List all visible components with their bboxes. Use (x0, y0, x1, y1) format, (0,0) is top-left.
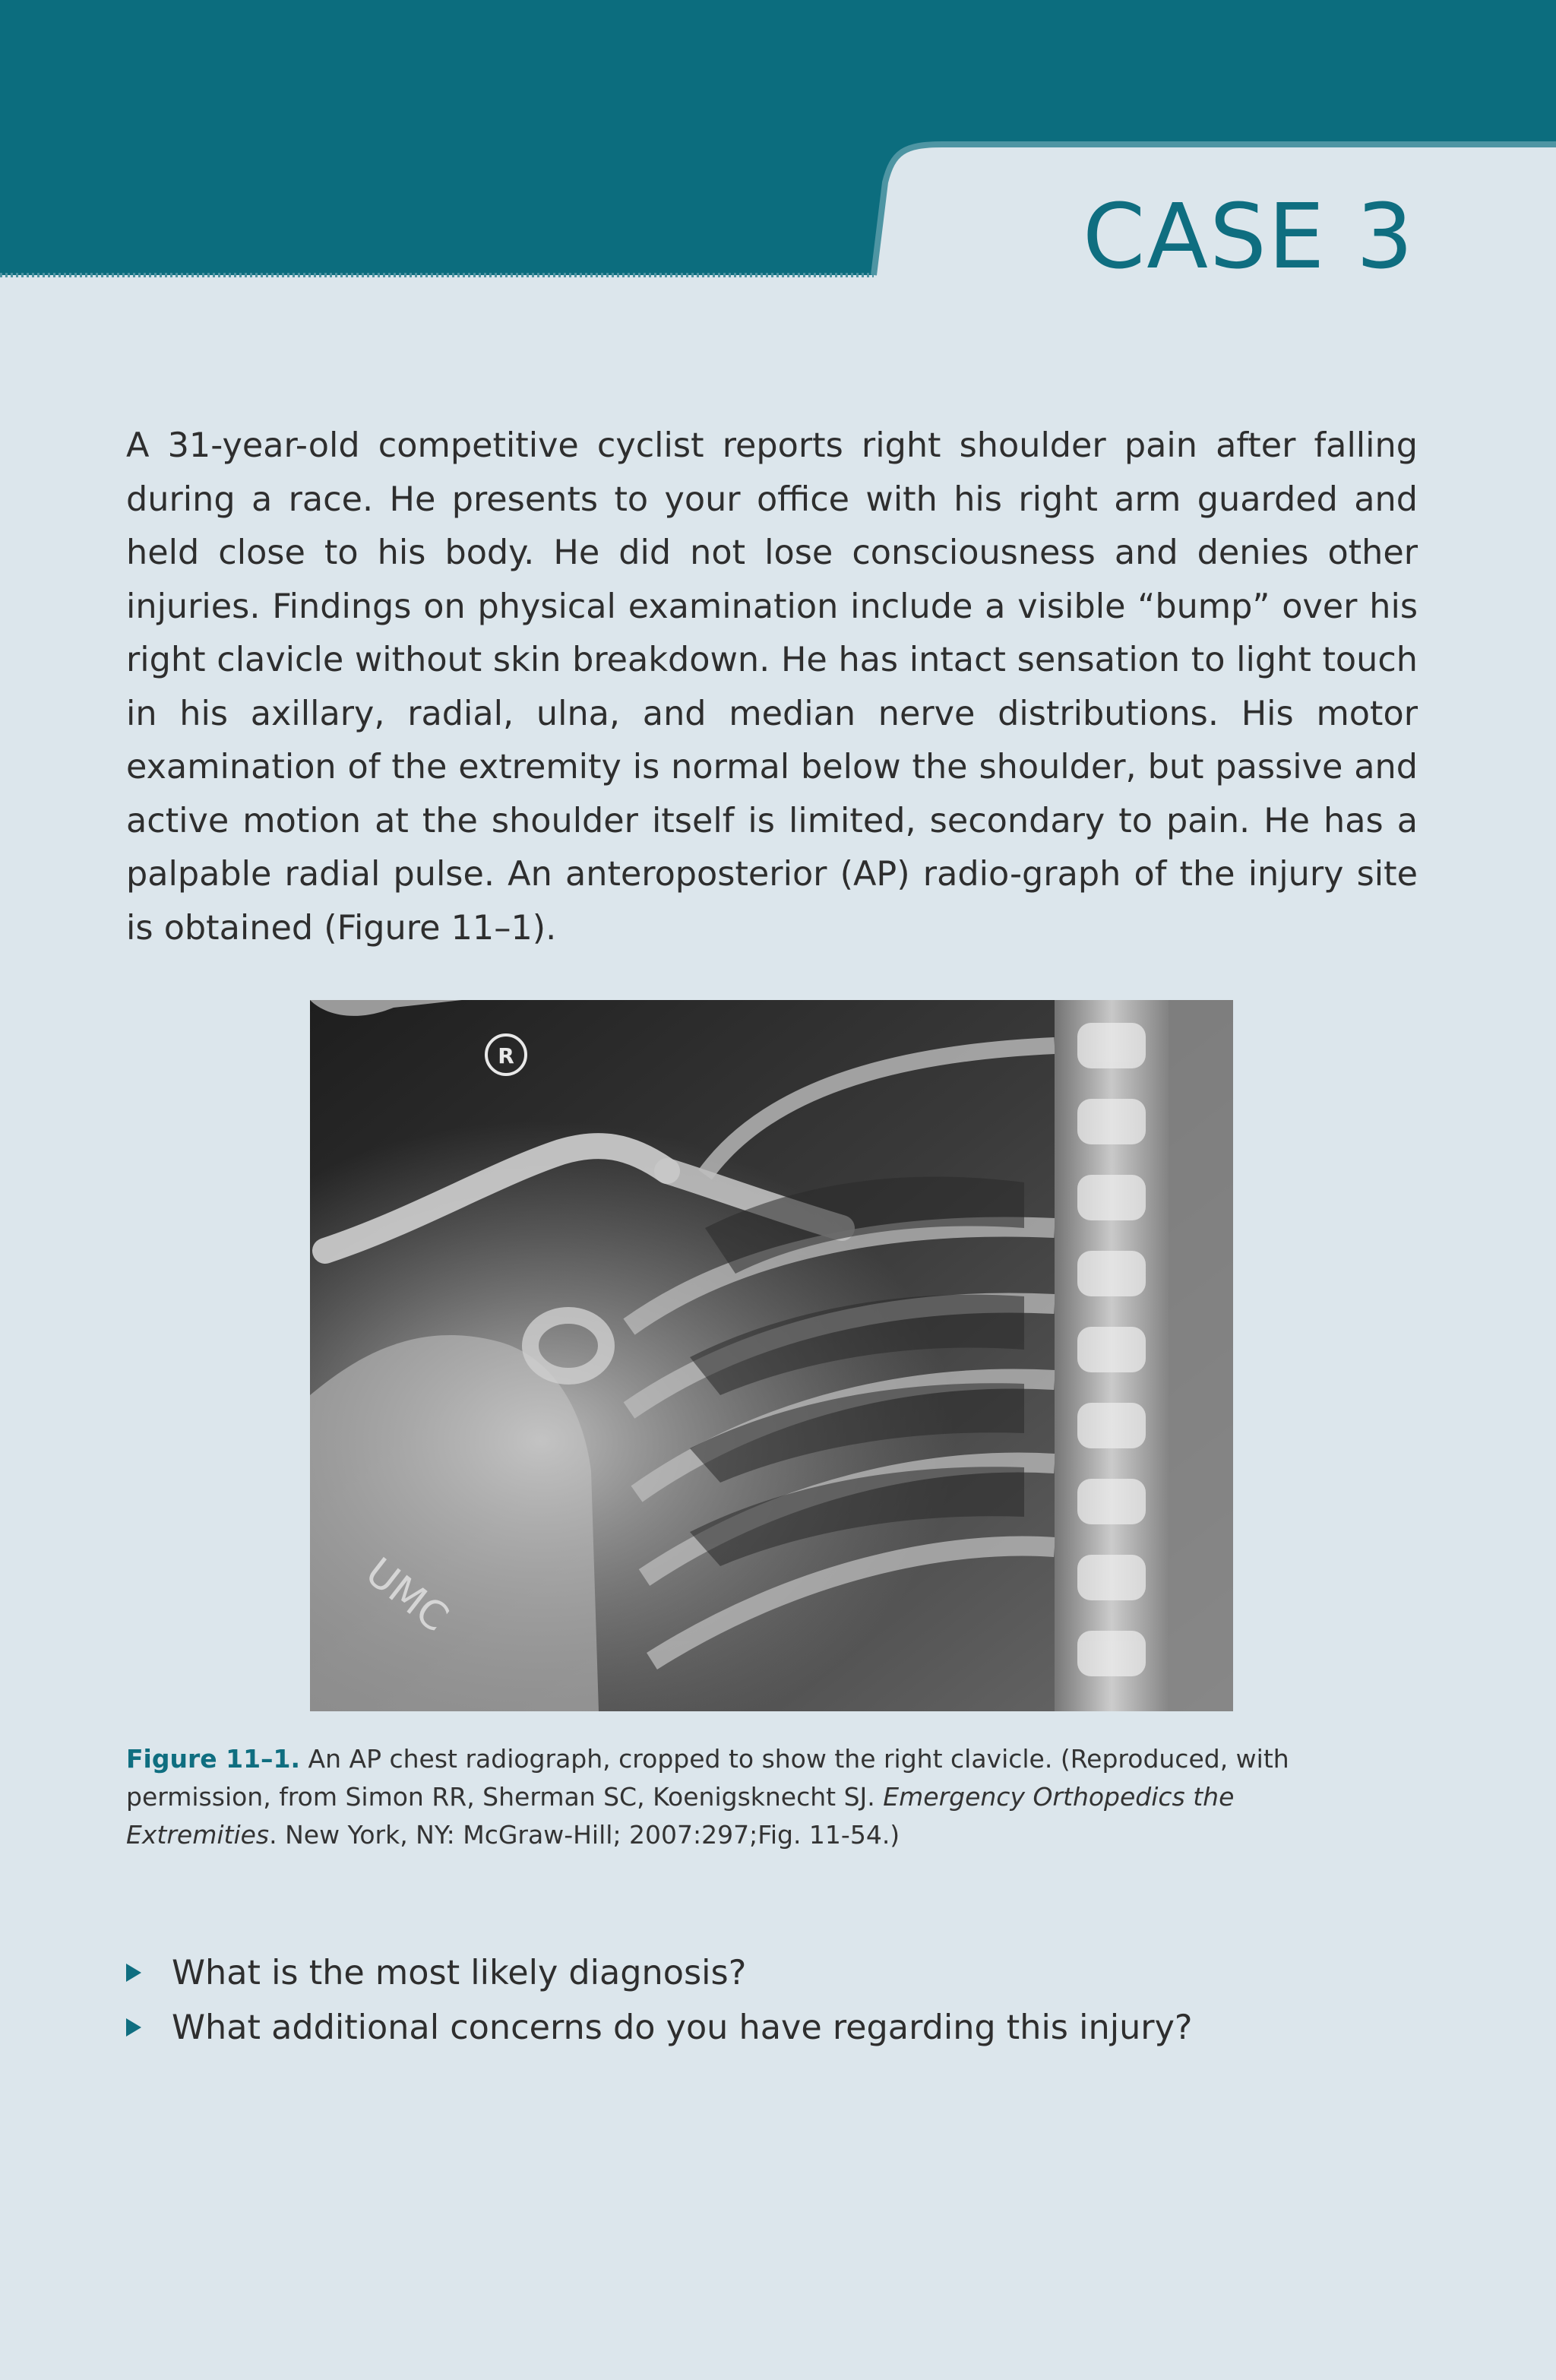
question-text: What is the most likely diagnosis? (172, 1953, 747, 1992)
question-text: What additional concerns do you have regarding this injury? (172, 2008, 1193, 2047)
figure-caption-label: Figure 11–1. (126, 1744, 301, 1774)
triangle-bullet-icon (126, 2018, 141, 2037)
figure-caption (126, 1740, 1349, 1854)
radiograph-side-marker: R (498, 1043, 514, 1068)
figure-caption-text: An AP chest radiograph, cropped to show the right clavicle. (Reproduced, with permission, from Simon RR, Sherman SC, Koenigsknecht SJ. (126, 1744, 1289, 1812)
radiograph-watermark: UMC (356, 1549, 457, 1641)
case-presentation-text: A 31-year-old competitive cyclist reports right shoulder pain after falling during a race. He presents to your office with his right arm guarded and held close to his body. He did not lose consciousness and denies other injuries. Findings on physical examination include a visible “bump” over his right clavicle without skin breakdown. He has intact sensation to light touch in his axillary, radial, ulna, and median nerve distributions. His motor examination of the extremity is normal below the shoulder, but passive and active motion at the shoulder itself is limited, secondary to pain. He has a palpable radial pulse. An anteroposterior (AP) radio-graph of the injury site is obtained (Figure 11–1). (126, 426, 1418, 948)
figure-caption-book-title: Emergency Orthopedics the Extremities (126, 1782, 1235, 1850)
question-item (126, 1945, 1418, 2000)
question-item (126, 2000, 1418, 2055)
figure-caption-citation: . New York, NY: McGraw-Hill; 2007:297;Fig. 11-54.) (269, 1820, 900, 1850)
radiograph-figure (310, 1000, 1233, 1711)
triangle-bullet-icon (126, 1964, 141, 1982)
case-title: CASE 3 (1082, 184, 1415, 289)
question-list (126, 1945, 1418, 2055)
